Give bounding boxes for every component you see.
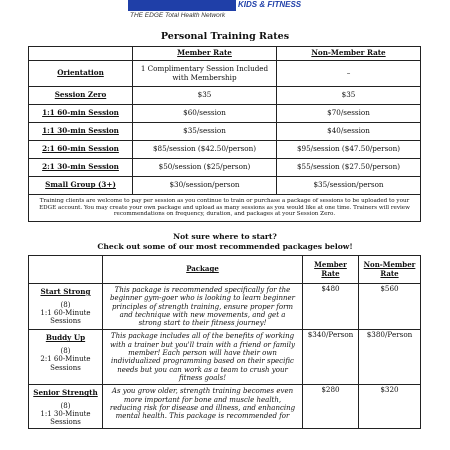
rate-nonmember: $95/session ($47.50/person) <box>277 141 421 159</box>
package-row <box>29 284 421 330</box>
rate-nonmember: $55/session ($27.50/person) <box>277 159 421 177</box>
package-nonmember-rate: $380/Person <box>359 330 421 385</box>
package-description: This package is recommended specifically for the beginner gym-goer who is looking to learn beginner principles of strength training, ensure proper form and technique with new movements, and get a strong start to their fitness journey! <box>103 284 303 330</box>
recommend-heading: Not sure where to start? <box>173 232 277 241</box>
rate-member: $60/session <box>133 105 277 123</box>
package-nonmember-rate: $320 <box>359 385 421 428</box>
package-name-cell <box>29 330 103 385</box>
rate-nonmember: $40/session <box>277 123 421 141</box>
package-member-rate: $480 <box>303 284 359 330</box>
packages-header-blank <box>29 256 103 284</box>
rates-row <box>29 61 421 87</box>
rates-note-row <box>29 195 421 222</box>
package-name: Buddy Up <box>45 333 86 343</box>
package-description: This package includes all of the benefits of working with a trainer but you'll train with a friend or family member! Each person will have their own individualized programming based on their specific needs but you can work as a team to crush your fitness goals! <box>103 330 303 385</box>
rates-header-row <box>29 47 421 61</box>
package-member-rate: $280 <box>303 385 359 428</box>
rate-label: Session Zero <box>29 87 133 105</box>
rate-nonmember: $35 <box>277 87 421 105</box>
rate-label: 2:1 60-min Session <box>29 141 133 159</box>
package-count: (8) <box>60 401 71 410</box>
package-sessions: 1:1 60-Minute Sessions <box>40 308 91 326</box>
package-sessions: 2:1 60-Minute Sessions <box>40 355 91 372</box>
package-sessions: 1:1 30-Minute Sessions <box>40 410 91 427</box>
rates-header-member: Member Rate <box>133 47 277 61</box>
rate-member: $35/session <box>133 123 277 141</box>
package-description: As you grow older, strength training becomes even more important for bone and muscle health, reducing risk for disease and illness, and enhancing mental health. This package is recommended for <box>103 385 303 428</box>
package-name: Start Strong <box>40 287 91 296</box>
rates-row <box>29 87 421 105</box>
brand-logo <box>128 0 318 24</box>
rate-member: 1 Complimentary Session Included with Membership <box>133 61 277 87</box>
rates-row <box>29 177 421 195</box>
rate-label: 2:1 30-min Session <box>29 159 133 177</box>
packages-header-nonmember: Non-Member Rate <box>359 256 421 284</box>
rate-label: 1:1 60-min Session <box>29 105 133 123</box>
logo-mark <box>128 0 236 11</box>
package-member-rate: $340/Person <box>303 330 359 385</box>
rate-member: $30/session/person <box>133 177 277 195</box>
packages-header-package: Package <box>103 256 303 284</box>
package-count: (8) <box>60 347 71 356</box>
rates-row <box>29 105 421 123</box>
rate-member: $35 <box>133 87 277 105</box>
rates-note: Training clients are welcome to pay per session as you continue to train or purchase a package of sessions to be uploaded to your EDGE account. You may create your own package and upload as many sessions as you would like at one time. Trainers will review recommendations on frequency, duration, and packages at your Session Zero. <box>29 195 421 222</box>
rates-header-nonmember: Non-Member Rate <box>277 47 421 61</box>
package-row <box>29 385 421 428</box>
rate-label: 1:1 30-min Session <box>29 123 133 141</box>
rates-header-blank <box>29 47 133 61</box>
rate-label: Small Group (3+) <box>29 177 133 195</box>
package-row <box>29 330 421 385</box>
rate-nonmember: $70/session <box>277 105 421 123</box>
packages-header-row <box>29 256 421 284</box>
package-count: (8) <box>60 300 71 309</box>
package-name-cell <box>29 385 103 428</box>
recommend-subheading: Check out some of our most recommended packages below! <box>97 242 353 251</box>
packages-header-member: Member Rate <box>303 256 359 284</box>
package-name-cell <box>29 284 103 330</box>
page-title: Personal Training Rates <box>160 31 290 42</box>
rates-table <box>28 46 421 222</box>
rate-nonmember: $35/session/person <box>277 177 421 195</box>
rates-row <box>29 123 421 141</box>
logo-network-text: THE EDGE Total Health Network <box>130 12 226 19</box>
package-nonmember-rate: $560 <box>359 284 421 330</box>
package-name: Senior Strength <box>33 388 98 398</box>
packages-table <box>28 255 421 429</box>
rate-label: Orientation <box>29 61 133 87</box>
rate-member: $85/session ($42.50/person) <box>133 141 277 159</box>
rate-nonmember: – <box>277 61 421 87</box>
rate-member: $50/session ($25/person) <box>133 159 277 177</box>
rates-row <box>29 159 421 177</box>
logo-tagline: KIDS & FITNESS <box>238 0 302 9</box>
rates-row <box>29 141 421 159</box>
